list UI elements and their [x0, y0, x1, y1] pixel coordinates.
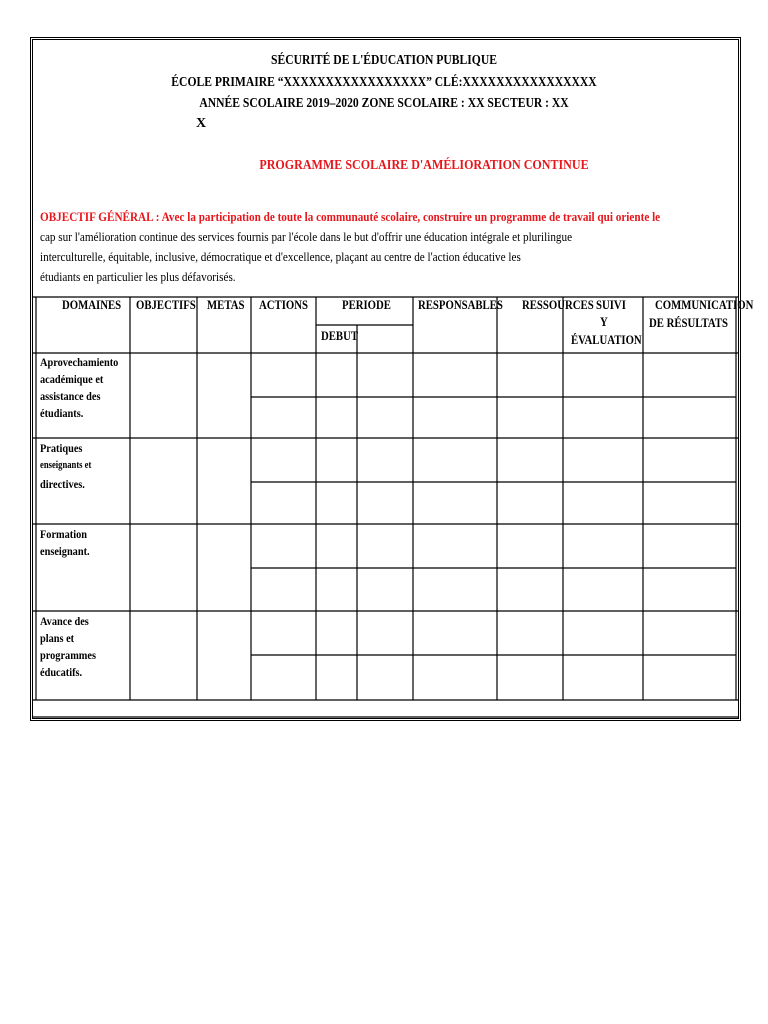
- header-line-3: ANNÉE SCOLAIRE 2019–2020 ZONE SCOLAIRE : XX SECTEUR : XX: [199, 95, 569, 110]
- header-suivi-2: Y: [600, 315, 608, 329]
- objective-line-4: étudiants en particulier les plus défavorisés.: [40, 269, 236, 284]
- header-line-4: X: [196, 116, 207, 131]
- domain-1-line: académique et: [40, 372, 104, 386]
- header-actions: ACTIONS: [259, 298, 308, 312]
- domain-cell-2: [40, 440, 135, 493]
- header-ressources: RESSOURCES: [522, 298, 594, 312]
- objective-label: OBJECTIF GÉNÉRAL : Avec la participation de toute la communauté scolaire, construire un programme de travail qui oriente le: [40, 209, 661, 224]
- header-communication-1: COMMUNICATION: [655, 298, 754, 312]
- header-metas: METAS: [207, 298, 245, 312]
- header-line-2: ÉCOLE PRIMAIRE “XXXXXXXXXXXXXXXXX” CLÉ:XXXXXXXXXXXXXXXX: [171, 74, 597, 89]
- domain-1-line: étudiants.: [40, 406, 84, 420]
- domain-cell-1: [40, 354, 135, 422]
- program-title: PROGRAMME SCOLAIRE D'AMÉLIORATION CONTINUE: [259, 158, 589, 173]
- objective-line-3: interculturelle, équitable, inclusive, démocratique et d'excellence, plaçant au centre de l'action éducative les: [40, 249, 521, 264]
- domain-1-line: Aprovechamiento: [40, 355, 119, 369]
- header-domaines: DOMAINES: [62, 298, 122, 312]
- domain-2-line: directives.: [40, 477, 85, 491]
- domain-3-line: Formation: [40, 527, 88, 541]
- domain-4-line: Avance des: [40, 614, 89, 628]
- header-suivi-1: SUIVI: [596, 298, 626, 312]
- header-objectifs: OBJECTIFS: [136, 298, 196, 312]
- header-responsables: RESPONSABLES: [418, 298, 503, 312]
- domain-4-line: programmes: [40, 648, 96, 662]
- domain-cell-4: [40, 613, 135, 681]
- domain-cell-3: [40, 526, 135, 560]
- header-debut: DEBUT: [321, 329, 359, 343]
- header-communication-2: DE RÉSULTATS: [649, 316, 728, 330]
- header-line-1: SÉCURITÉ DE L'ÉDUCATION PUBLIQUE: [271, 52, 497, 67]
- domain-3-line: enseignant.: [40, 544, 90, 558]
- domain-2-line: enseignants et: [40, 460, 92, 471]
- header-periode: PERIODE: [342, 298, 391, 312]
- domain-4-line: éducatifs.: [40, 665, 83, 679]
- domain-4-line: plans et: [40, 631, 75, 645]
- domain-1-line: assistance des: [40, 389, 101, 403]
- header-suivi-3: ÉVALUATION: [571, 333, 642, 347]
- objective-line-2: cap sur l'amélioration continue des services fournis par l'école dans le but d'offrir une éducation intégrale et plurilingue: [40, 229, 573, 244]
- domain-2-line: Pratiques: [40, 441, 83, 455]
